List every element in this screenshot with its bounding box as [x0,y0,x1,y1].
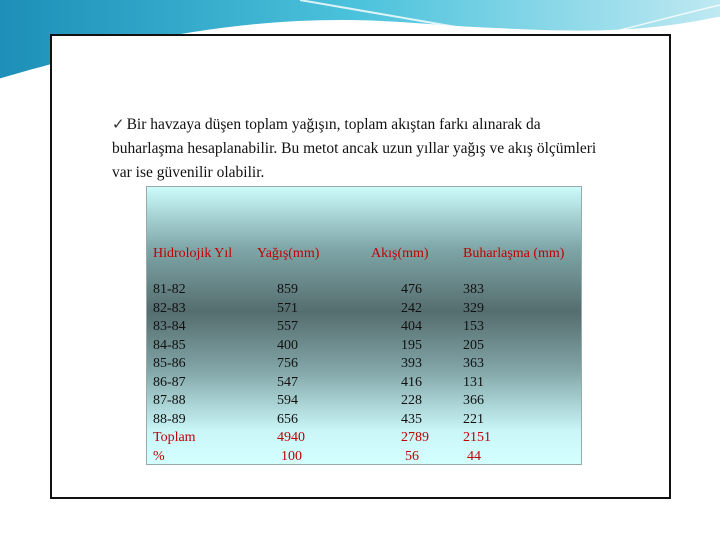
percent-year: % [153,448,165,464]
cell-evaporation: 329 [463,300,484,316]
cell-year: 83-84 [153,319,186,334]
cell-rainfall: 594 [277,393,298,408]
cell-year: 81-82 [153,282,186,297]
cell-rainfall: 859 [277,282,298,297]
bullet-text: Bir havzaya düşen toplam yağışın, toplam akıştan farkı alınarak da buharlaşma hesaplanabilir. Bu metot ancak uzun yıllar yağış ve akış ölçümleri var ise güvenilir olabilir. [112,116,597,181]
cell-evaporation: 383 [463,282,484,297]
cell-evaporation: 131 [463,374,484,390]
cell-year: 87-88 [153,393,186,408]
cell-runoff: 416 [401,374,422,390]
percent-rainfall: 100 [281,448,302,464]
header-evaporation: Buharlaşma (mm) [463,246,565,261]
cell-evaporation: 153 [463,319,484,334]
cell-rainfall: 756 [277,356,298,371]
checkmark-icon: ✓ [112,115,125,133]
data-table [146,186,582,465]
cell-rainfall: 571 [277,300,298,316]
header-year: Hidrolojik Yıl [153,246,233,261]
cell-rainfall: 656 [277,411,298,427]
cell-evaporation: 205 [463,337,484,353]
percent-runoff: 56 [405,448,419,464]
cell-year: 84-85 [153,337,186,353]
cell-year: 88-89 [153,411,186,427]
total-evaporation: 2151 [463,430,491,445]
cell-runoff: 476 [401,282,422,297]
cell-evaporation: 366 [463,393,484,408]
cell-rainfall: 557 [277,319,298,334]
cell-year: 86-87 [153,374,186,390]
cell-year: 82-83 [153,300,186,316]
cell-runoff: 404 [401,319,422,334]
bullet-paragraph [112,112,612,185]
cell-runoff: 393 [401,356,422,371]
percent-evaporation: 44 [467,448,481,464]
header-runoff: Akış(mm) [371,246,429,261]
total-year: Toplam [153,430,196,445]
cell-evaporation: 363 [463,356,484,371]
total-runoff: 2789 [401,430,429,445]
total-rainfall: 4940 [277,430,305,445]
cell-rainfall: 547 [277,374,298,390]
cell-runoff: 242 [401,300,422,316]
cell-runoff: 435 [401,411,422,427]
cell-evaporation: 221 [463,411,484,427]
header-rainfall: Yağış(mm) [257,246,320,261]
cell-runoff: 228 [401,393,422,408]
cell-runoff: 195 [401,337,422,353]
cell-year: 85-86 [153,356,186,371]
slide-frame [50,34,671,499]
cell-rainfall: 400 [277,337,298,353]
